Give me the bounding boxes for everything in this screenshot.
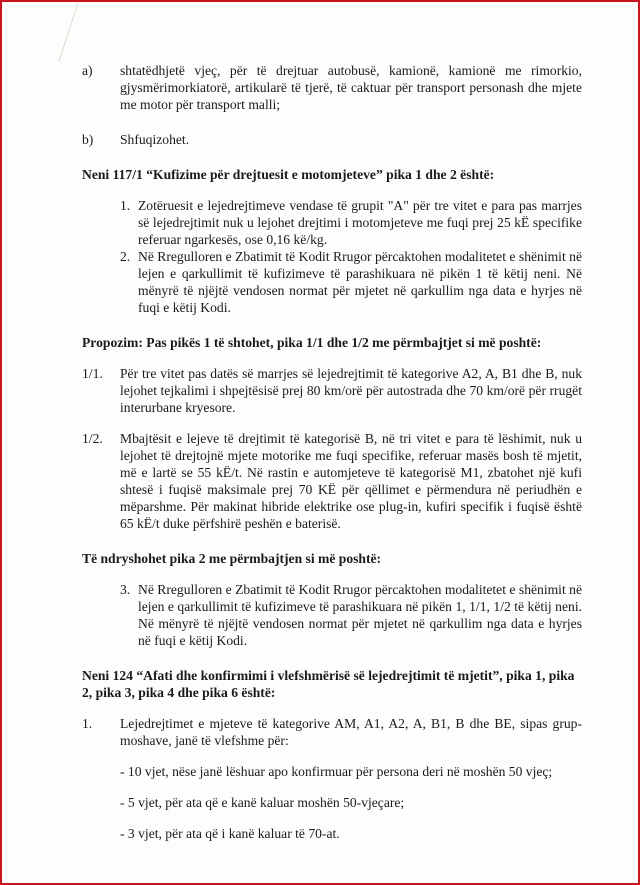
section-heading-neni-124: Neni 124 “Afati dhe konfirmimi i vlefshmërisë së lejedrejtimit të mjetit”, pika 1, pika 2, pika 3, pika 4 dhe pika 6 është: bbox=[82, 668, 575, 700]
dash-item: - 3 vjet, për ata që i kanë kaluar të 70-at. bbox=[120, 826, 340, 841]
list-item-1-1 bbox=[82, 365, 582, 416]
section-heading-propozim: Propozim: Pas pikës 1 të shtohet, pika 1/1 dhe 1/2 me përmbajtjet si më poshtë: bbox=[82, 335, 542, 350]
list-marker: b) bbox=[82, 132, 94, 147]
list-item-text: Për tre vitet pas datës së marrjes së lejedrejtimit të kategorive A2, A, B1 dhe B, nuk lejohet tejkalimi i shpejtësisë prej 80 km/orë për autostrada dhe 70 km/orë për rrugët interurbane kryesore. bbox=[120, 366, 582, 415]
item-number: 3. bbox=[120, 582, 131, 597]
section-heading-neni-117: Neni 117/1 “Kufizime për drejtuesit e motomjeteve” pika 1 dhe 2 është: bbox=[82, 167, 495, 182]
numbered-list bbox=[120, 581, 582, 649]
list-item-124-1 bbox=[82, 715, 582, 749]
list-item bbox=[120, 197, 582, 248]
numbered-list bbox=[120, 197, 582, 316]
item-number: 1. bbox=[120, 198, 131, 213]
item-number: 2. bbox=[120, 249, 131, 264]
list-item-1-2 bbox=[82, 430, 582, 532]
list-item-text: Mbajtësit e lejeve të drejtimit të kategorisë B, në tri vitet e para të lëshimit, nuk u lejohet të drejtojnë mjete motorike me fuqi specifike, referuar masës bosh të mjetit, më e lartë se 55 kË/t. Në rastin e automjeteve të kategorisë M1, zbatohet një kufi shtesë i fuqisë maksimale prej 70 KË për qëllimet e përmendura në periudhën e mëparshme. Për makinat hibride elektrike ose plug-in, kufiri specifik i fuqisë është 65 kË/t duke përfshirë peshën e baterisë. bbox=[120, 431, 582, 531]
paper-fold-mark bbox=[40, 2, 78, 62]
item-text: Në Rregulloren e Zbatimit të Kodit Rrugor përcaktohen modalitetet e shënimit në lejen e qarkullimit të kufizimeve të parashikuara në pikën 1 të këtij neni. Në mënyrë të njëjtë vendosen normat për mjetet në qarkullim nga data e hyrjes në fuqi e këtij Kodi. bbox=[138, 249, 582, 315]
dash-item: - 10 vjet, nëse janë lëshuar apo konfirmuar për persona deri në moshën 50 vjeç; bbox=[120, 764, 553, 779]
list-marker: a) bbox=[82, 63, 93, 78]
list-item-a bbox=[82, 62, 582, 113]
list-marker: 1/2. bbox=[82, 431, 103, 446]
document-body bbox=[82, 62, 582, 856]
list-marker: 1. bbox=[82, 716, 93, 731]
item-text: Në Rregulloren e Zbatimit të Kodit Rrugor përcaktohen modalitetet e shënimit në lejen e qarkullimit të kufizimeve të parashikuara në pikën 1, 1/1, 1/2 të këtij neni. Në mënyrë të njëjtë vendosen normat për mjetet në qarkullim nga data e hyrjes në fuqi e këtij Kodi. bbox=[138, 582, 582, 648]
list-item-text: Shfuqizohet. bbox=[120, 132, 190, 147]
list-item-text: shtatëdhjetë vjeç, për të drejtuar autobusë, kamionë, kamionë me rimorkio, gjysmërimorkiatorë, artikularë të tjerë, të caktuar për transport personash dhe mjete me motor për transport malli; bbox=[120, 63, 582, 112]
list-marker: 1/1. bbox=[82, 366, 103, 381]
list-item bbox=[120, 581, 582, 649]
list-item-text: Lejedrejtimet e mjeteve të kategorive AM, A1, A2, A, B1, B dhe BE, sipas grup-moshave, janë të vlefshme për: bbox=[120, 716, 582, 748]
item-text: Zotëruesit e lejedrejtimeve vendase të grupit "A" për tre vitet e para pas marrjes së lejedrejtimit nuk u lejohet drejtimi i motomjeteve me fuqi prej 25 kË specifike referuar ngarkesës, ose 0,16 kë/kg. bbox=[138, 198, 582, 247]
section-heading-ndryshim: Të ndryshohet pika 2 me përmbajtjen si më poshtë: bbox=[82, 551, 382, 566]
list-item bbox=[120, 248, 582, 316]
list-item-b bbox=[82, 131, 582, 148]
dash-item: - 5 vjet, për ata që e kanë kaluar moshën 50-vjeçare; bbox=[120, 795, 405, 810]
